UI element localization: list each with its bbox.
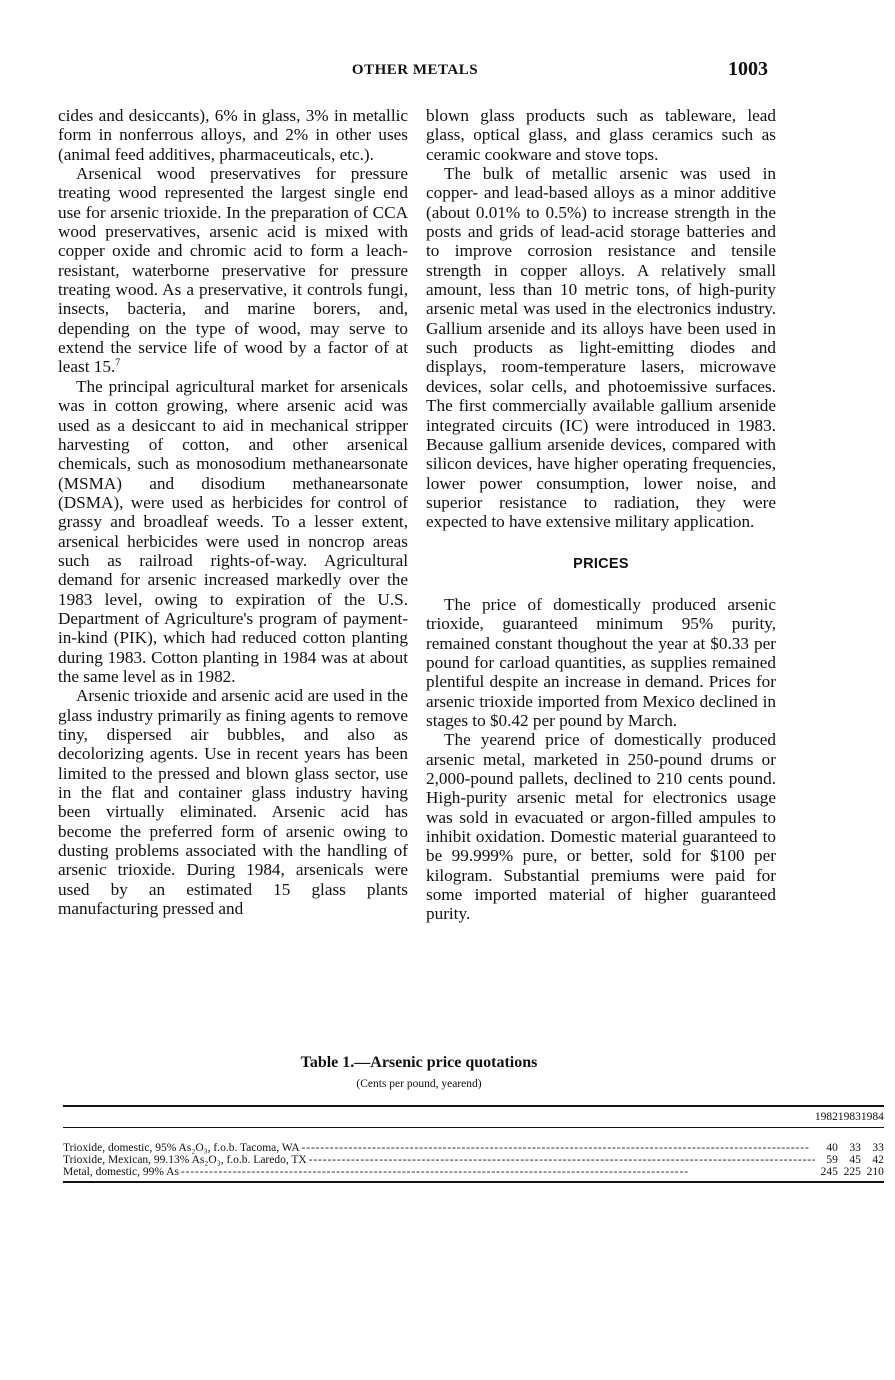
- page-number: 1003: [728, 58, 768, 80]
- table-cell: 33: [849, 1142, 861, 1154]
- paragraph: Arsenic trioxide and arsenic acid are used in the glass industry primarily as fining agents to remove tiny, dispersed air bubbles, and also as decolorizing agents. Use in recent years has been limited to the pressed and blown glass sector, use in the flat and container glass industry having been virtually eliminated. Arsenic acid has become the preferred form of arsenic owing to dusting problems associated with the handling of arsenic trioxide. During 1984, arsenicals were used by an estimated 15 glass plants manufacturing pressed and: [58, 686, 408, 919]
- paragraph-text: Arsenical wood preservatives for pressure treating wood represented the largest single end use for arsenic trioxide. In the preparation of CCA wood preservatives, arsenic acid is mixed with copper oxide and chromic acid to form a leach-resistant, waterborne preservative for pressure treating wood. As a preservative, it controls fungi, insects, bacteria, and marine borers, and, depending on the type of wood, may serve to extend the service life of wood by a factor of at least 15.: [58, 164, 408, 377]
- column-header: 1982: [814, 1111, 838, 1123]
- footnote-marker: 7: [115, 357, 121, 369]
- table-cell: 59: [826, 1154, 838, 1166]
- table-cell: 210: [866, 1166, 884, 1178]
- paragraph: cides and desiccants), 6% in glass, 3% in metallic form in nonferrous alloys, and 2% in other uses (animal feed additives, pharmaceuticals, etc.).: [58, 106, 408, 164]
- table-cell: 225: [843, 1166, 861, 1178]
- column-header: 1984: [860, 1111, 884, 1123]
- table-subtitle: (Cents per pound, yearend): [356, 1078, 482, 1090]
- table-header-spacer: [63, 1106, 815, 1128]
- right-column: [426, 106, 776, 924]
- table-header-row: [63, 1106, 884, 1128]
- paragraph: [58, 164, 408, 377]
- row-label: [63, 1166, 815, 1182]
- table-cell: 40: [826, 1142, 838, 1154]
- table-cell: 245: [820, 1166, 838, 1178]
- paragraph: The principal agricultural market for arsenicals was in cotton growing, where arsenic acid was used as a desiccant to aid in mechanical stripper harvesting of cotton, and other arsenical chemicals, such as monosodium methanearsonate (MSMA) and disodium methanearsonate (DSMA), were used as herbicides for control of grassy and broadleaf weeds. To a lesser extent, arsenical herbicides were used in noncrop areas such as railroad rights-of-way. Agricultural demand for arsenic increased markedly over the 1983 level, owing to expiration of the U.S. Department of Agriculture's program of payment-in-kind (PIK), which had reduced cotton planting during 1983. Cotton planting in 1984 was at about the same level as in 1982.: [58, 376, 408, 686]
- table-row: [63, 1154, 884, 1166]
- table-row: [63, 1128, 884, 1155]
- paragraph: blown glass products such as tableware, lead glass, optical glass, and glass ceramics such as ceramic cookware and stove tops.: [426, 106, 776, 164]
- price-table: [63, 1105, 884, 1183]
- table-cell: 42: [872, 1154, 884, 1166]
- running-header: OTHER METALS: [351, 62, 479, 78]
- paragraph: The bulk of metallic arsenic was used in copper- and lead-based alloys as a minor additive (about 0.01% to 0.5%) to increase strength in the posts and grids of lead-acid storage batteries and to improve corrosion resistance and tensile strength in copper alloys. A relatively small amount, less than 10 metric tons, of high-purity arsenic metal was used in the electronics industry. Gallium arsenide and its alloys have been used in such products as light-emitting diodes and displays, room-temperature lasers, microwave devices, solar cells, and photoemissive surfaces. The first commercially available gallium arsenide integrated circuits (IC) were introduced in 1983. Because gallium arsenide devices, compared with silicon devices, have higher operating frequencies, lower power consumption, lower noise, and superior resistance to radiation, they were expected to have extensive military application.: [426, 164, 776, 532]
- paragraph: The yearend price of domestically produced arsenic metal, marketed in 250-pound drums or 2,000-pound pallets, declined to 210 cents pound. High-purity arsenic metal for electronics usage was sold in evacuated or argon-filled ampules to inhibit oxidation. Domestic material guaranteed to be 99.999% pure, or better, sold for $100 per kilogram. Substantial premiums were paid for some imported material of higher guaranteed purity.: [426, 730, 776, 924]
- left-column: [58, 106, 408, 918]
- row-label-text: Trioxide, domestic, 95% As₂O₃, f.o.b. Tacoma, WA - - -: [63, 1142, 808, 1154]
- section-heading: PRICES: [573, 555, 629, 572]
- table-cell: 33: [872, 1142, 884, 1154]
- paragraph: The price of domestically produced arsenic trioxide, guaranteed minimum 95% purity, remained constant thoughout the year at $0.33 per pound for carload quantities, as supplies remained plentiful despite an increase in demand. Prices for arsenic trioxide imported from Mexico declined in stages to $0.42 per pound by March.: [426, 594, 776, 730]
- row-label-text: Metal, domestic, 99% As - - -: [63, 1166, 687, 1178]
- table-title: Table 1.—Arsenic price quotations: [300, 1054, 538, 1071]
- column-header: 1983: [837, 1111, 861, 1123]
- table-row: [63, 1166, 884, 1182]
- row-label: [63, 1128, 815, 1155]
- table-cell: 45: [849, 1154, 861, 1166]
- row-label-text: Trioxide, Mexican, 99.13% As₂O₃, f.o.b. Laredo, TX - - -: [63, 1154, 815, 1166]
- row-label: [63, 1154, 815, 1166]
